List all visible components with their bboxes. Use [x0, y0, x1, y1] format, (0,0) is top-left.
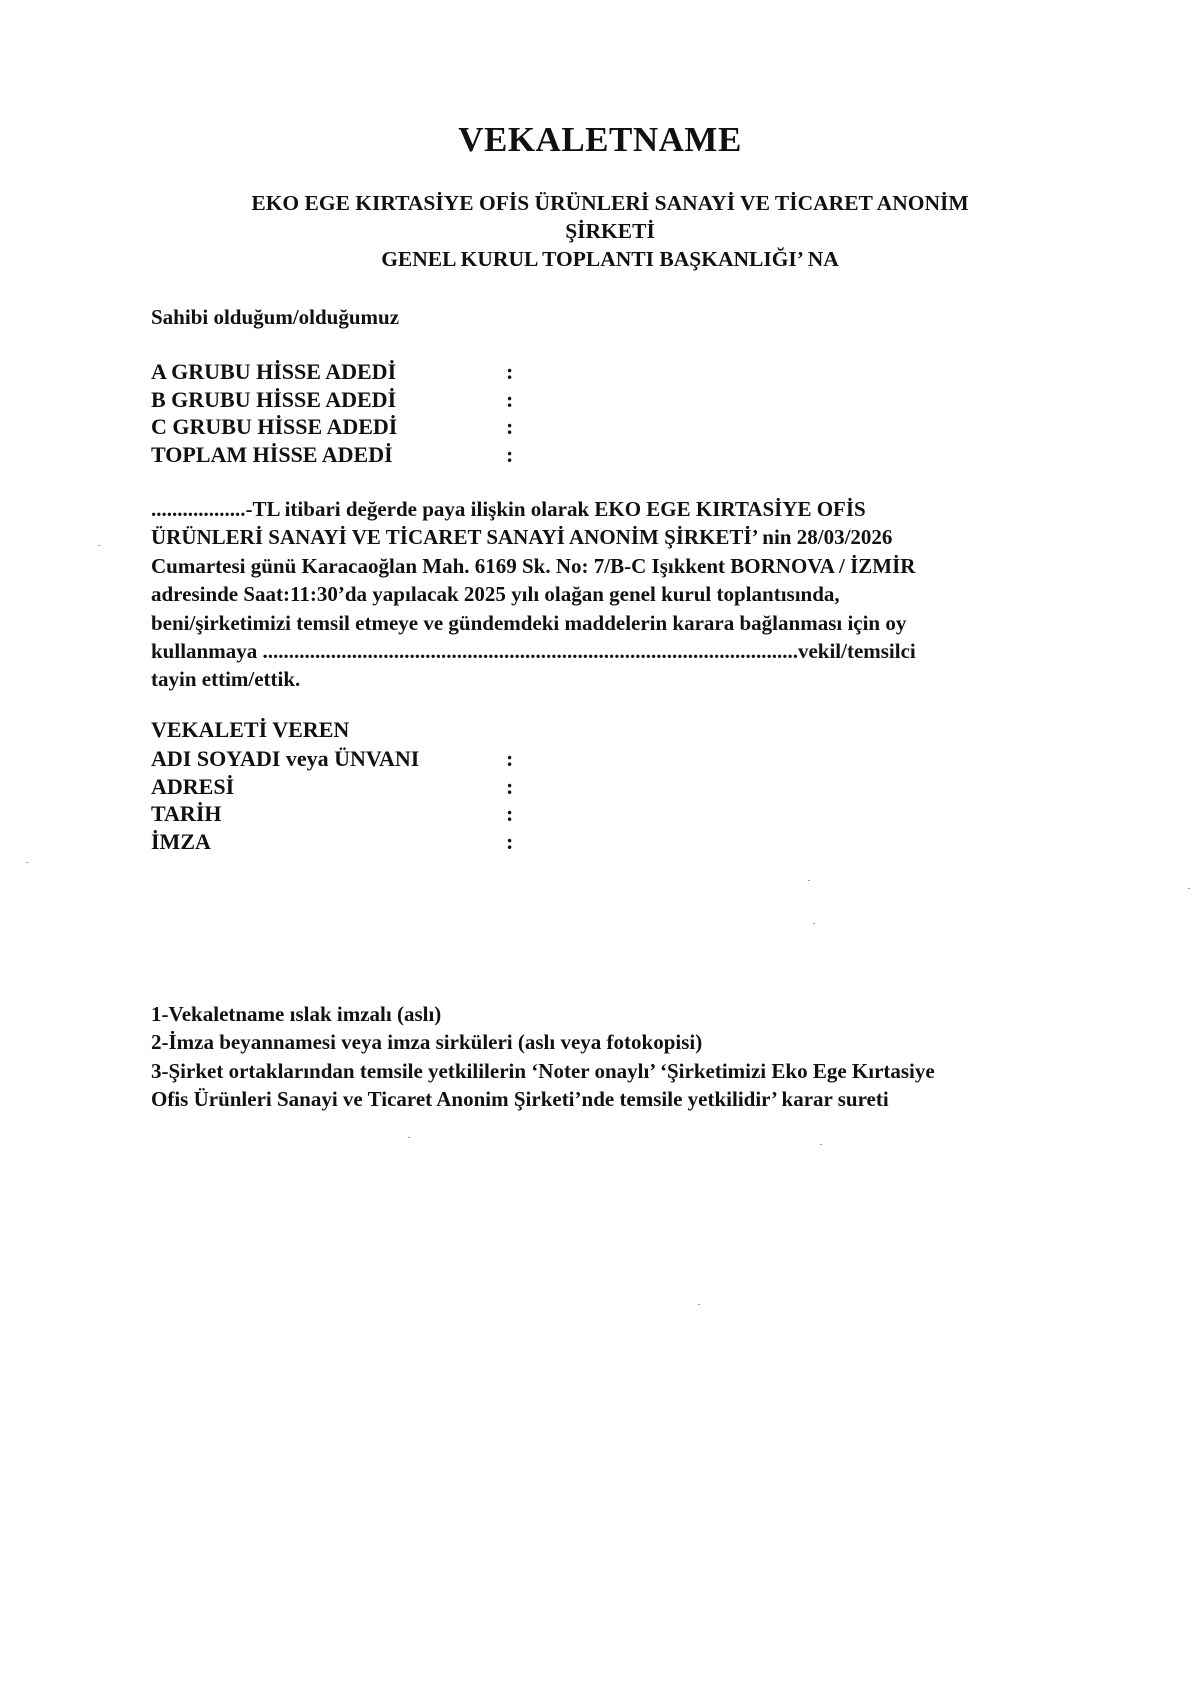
- scan-speck: [820, 1144, 822, 1145]
- heading-line: EKO EGE KIRTASİYE OFİS ÜRÜNLERİ SANAYİ VE TİCARET ANONİM: [251, 191, 969, 215]
- statement-line: tayin ettim/ettik.: [151, 667, 301, 692]
- scan-speck: [813, 923, 815, 924]
- proxy-statement: [151, 495, 1056, 694]
- scan-speck: [1188, 888, 1190, 889]
- field-label: ADRESİ: [151, 773, 235, 799]
- document-title: VEKALETNAME: [458, 120, 742, 159]
- statement-line: ..................-TL itibari değerde paya ilişkin olarak EKO EGE KIRTASİYE OFİS: [151, 497, 866, 521]
- field-label: B GRUBU HİSSE ADEDİ: [151, 386, 397, 412]
- required-documents-notes: [151, 1000, 935, 1114]
- statement-line: Cumartesi günü Karacaoğlan Mah. 6169 Sk. No: 7/B-C Işıkkent BORNOVA / İZMİR: [151, 553, 916, 578]
- field-label: A GRUBU HİSSE ADEDİ: [151, 359, 397, 384]
- field-colon: :: [506, 414, 514, 439]
- scan-speck: [26, 862, 28, 863]
- field-colon: :: [506, 773, 514, 799]
- statement-line: kullanmaya ......................................................................................................vekil/temsilci: [151, 639, 916, 664]
- field-colon: :: [506, 746, 514, 771]
- scan-speck: [808, 880, 810, 881]
- addressee-heading: [150, 189, 1070, 273]
- statement-line: adresinde Saat:11:30’da yapılacak 2025 yılı olağan genel kurul toplantısında,: [151, 582, 840, 607]
- field-label: TOPLAM HİSSE ADEDİ: [151, 441, 393, 467]
- owned-shares-label: Sahibi olduğum/olduğumuz: [151, 305, 400, 329]
- note-line: 3-Şirket ortaklarından temsile yetkililerin ‘Noter onaylı’ ‘Şirketimizi Eko Ege Kırtasiye: [151, 1058, 935, 1083]
- field-label: İMZA: [151, 828, 211, 854]
- statement-line: ÜRÜNLERİ SANAYİ VE TİCARET SANAYİ ANONİM ŞİRKETİ’ nin 28/03/2026: [151, 525, 893, 550]
- statement-line: beni/şirketimizi temsil etmeye ve gündemdeki maddelerin karara bağlanması için oy: [151, 610, 907, 635]
- field-label: C GRUBU HİSSE ADEDİ: [151, 414, 398, 439]
- note-line: Ofis Ürünleri Sanayi ve Ticaret Anonim Şirketi’nde temsile yetkilidir’ karar sureti: [151, 1087, 889, 1112]
- scan-speck: [408, 1137, 410, 1138]
- heading-line: GENEL KURUL TOPLANTI BAŞKANLIĞI’ NA: [381, 247, 839, 271]
- proxy-giver-title: VEKALETİ VEREN: [151, 717, 350, 742]
- field-colon: :: [506, 359, 514, 384]
- field-colon: :: [506, 441, 514, 467]
- field-label: ADI SOYADI veya ÜNVANI: [151, 746, 420, 771]
- scan-speck: [98, 545, 100, 546]
- field-colon: :: [506, 828, 514, 854]
- field-colon: :: [506, 386, 514, 412]
- heading-line: ŞİRKETİ: [565, 219, 655, 243]
- note-line: 1-Vekaletname ıslak imzalı (aslı): [151, 1002, 442, 1026]
- scan-speck: [698, 1304, 700, 1305]
- field-label: TARİH: [151, 801, 222, 826]
- field-colon: :: [506, 801, 514, 826]
- note-line: 2-İmza beyannamesi veya imza sirküleri (aslı veya fotokopisi): [151, 1030, 703, 1055]
